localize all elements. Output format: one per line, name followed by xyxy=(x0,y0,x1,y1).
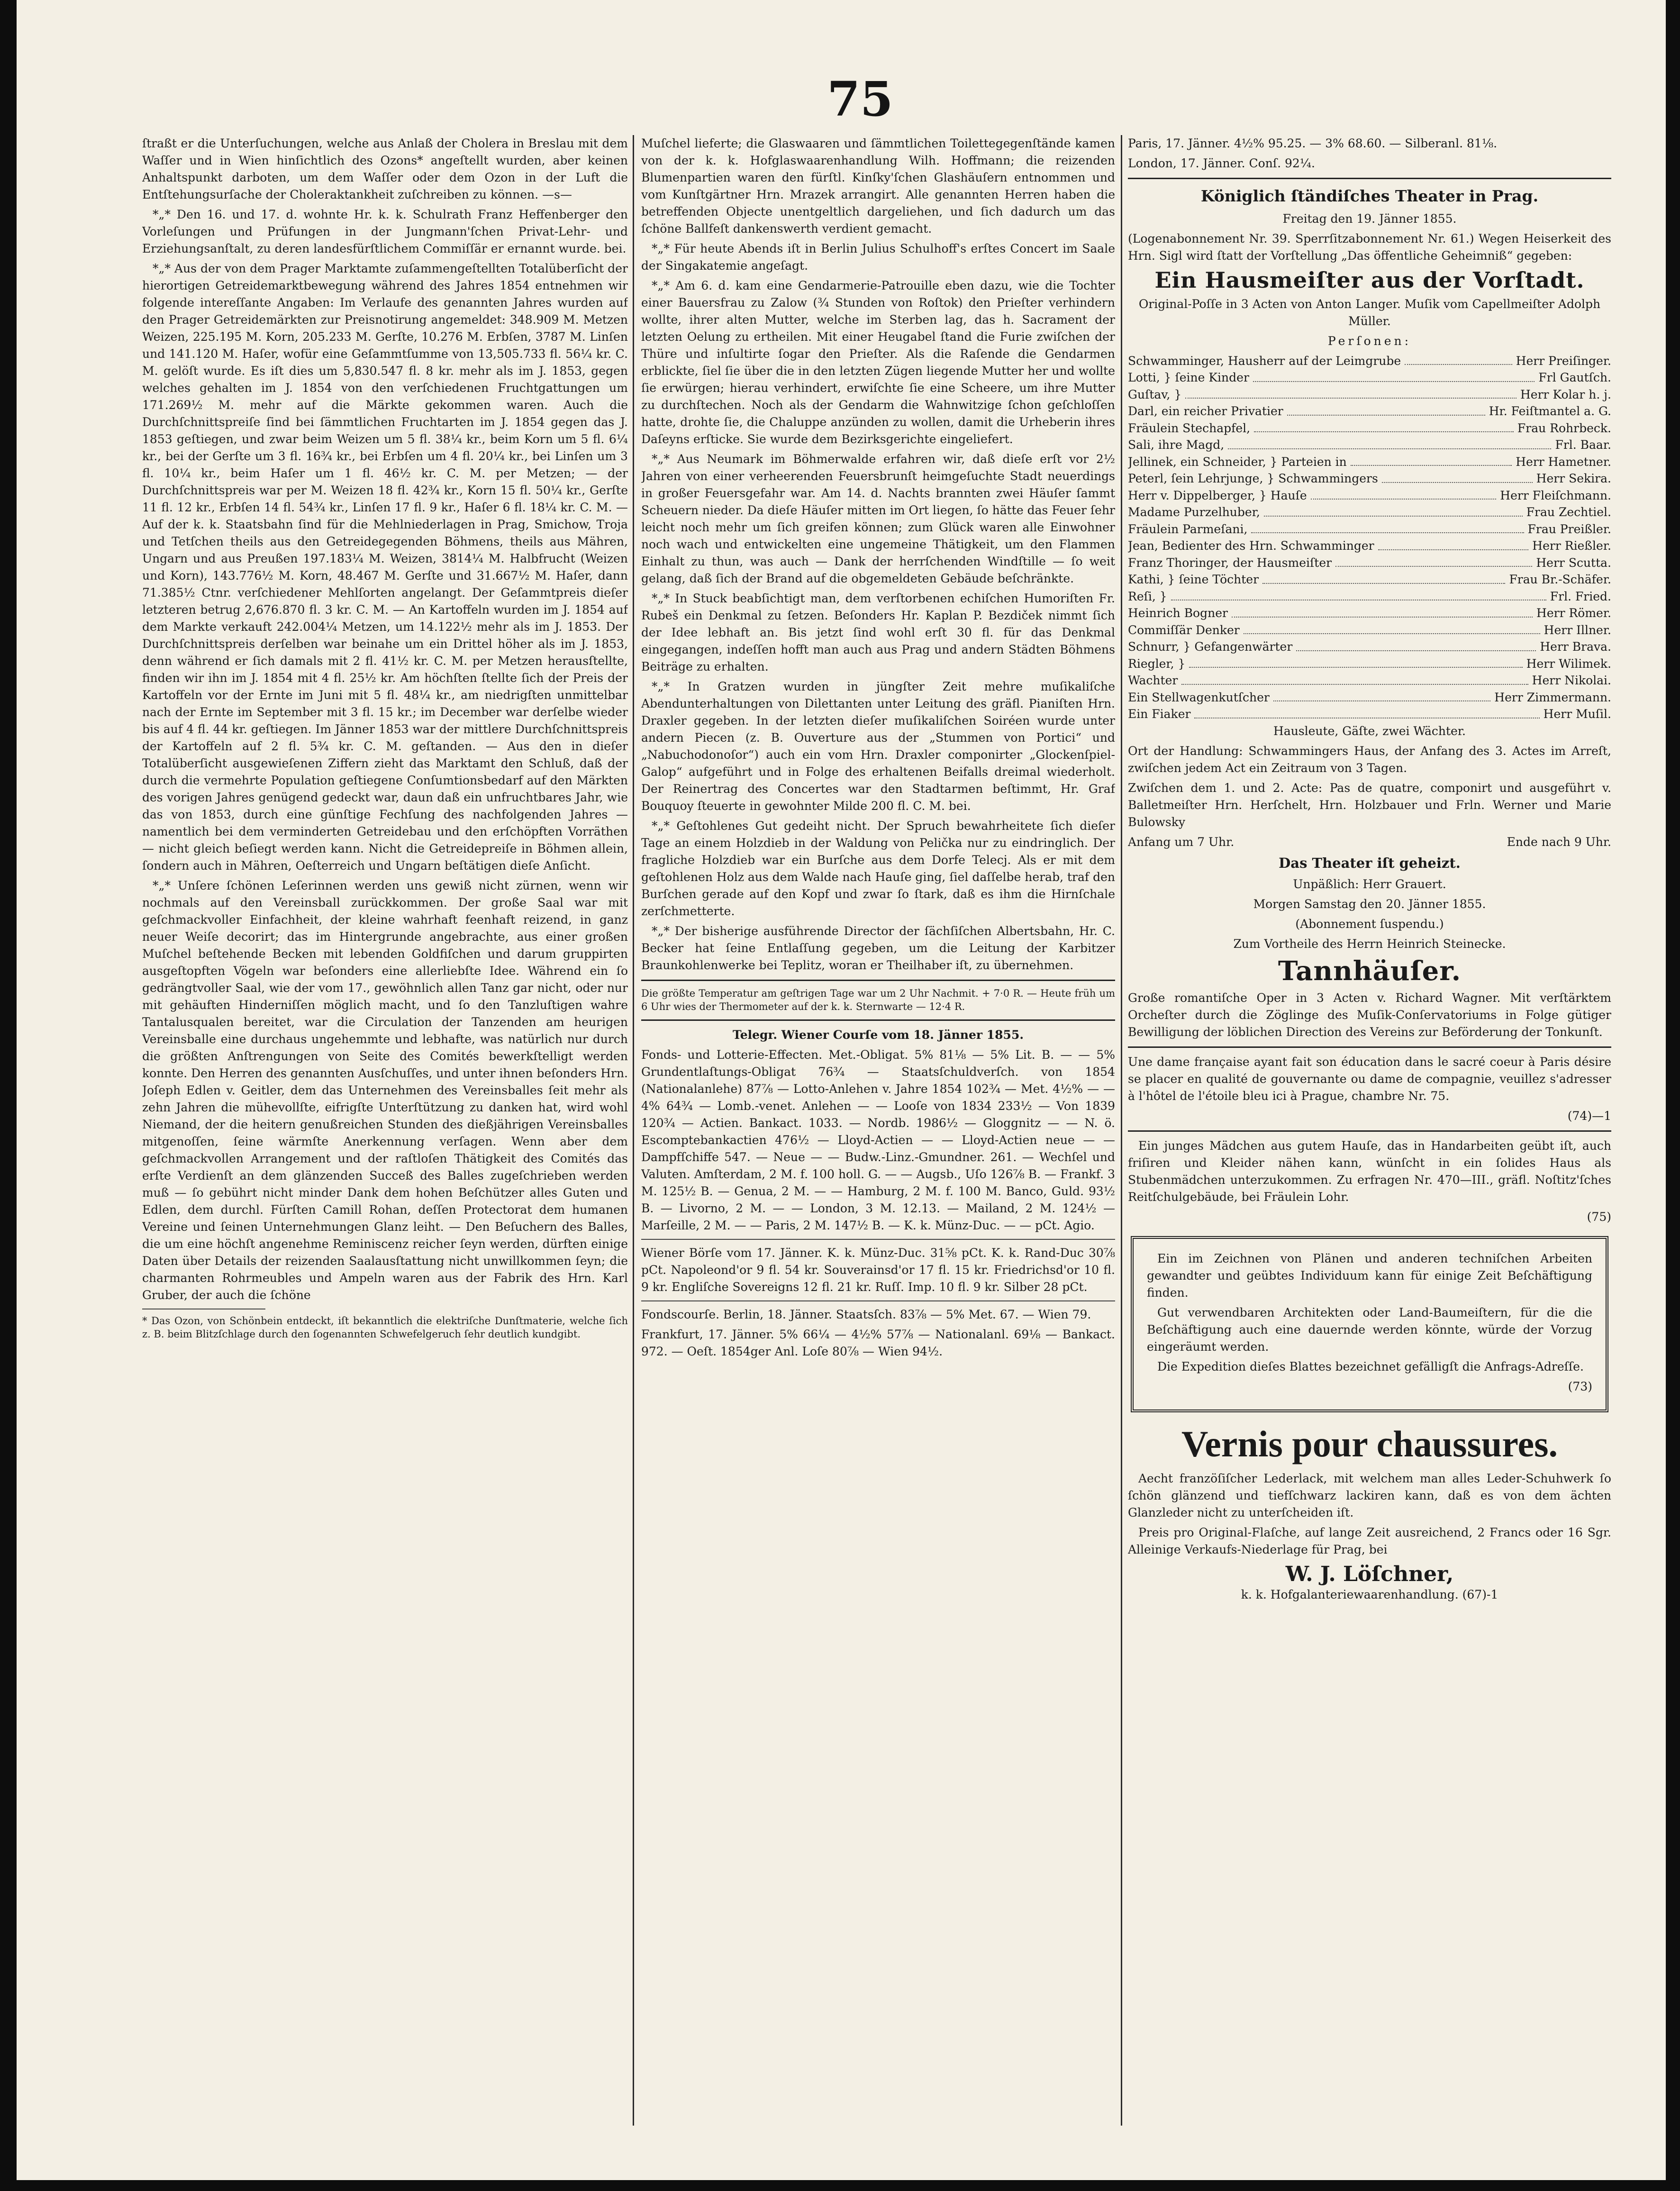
cast-leader-dots xyxy=(1273,689,1490,702)
cast-role: Kathi, } ſeine Töchter xyxy=(1128,573,1259,587)
vernis-price: Preis pro Original-Flaſche, auf lange Zeit ausreichend, 2 Francs oder 16 Sgr. Alleinige Verkaufs-Niederlage für Prag, bei xyxy=(1128,1526,1611,1557)
cast-row xyxy=(1128,638,1611,655)
cast-row xyxy=(1128,470,1611,487)
cast-role: Jellinek, ein Schneider, } Parteien in xyxy=(1128,455,1347,469)
cast-row xyxy=(1128,622,1611,639)
cast-role: Darl, ein reicher Privatier xyxy=(1128,404,1283,418)
cast-row xyxy=(1128,487,1611,504)
article-schulrath: *„* Den 16. und 17. d. wohnte Hr. k. k. Schulrath Franz Heffenberger den Vorleſungen und Prüfungen in der Jungmann'ſchen Privat-Lehr- und Erziehungsanſtalt, zu deren landesfürſtlichem Commiſſär er ernannt wurde. bei. xyxy=(142,208,628,255)
cast-actor: Herr Kolar h. j. xyxy=(1520,387,1611,401)
cast-role: Wachter xyxy=(1128,673,1178,688)
frankfurt-courses: Frankfurt, 17. Jänner. 5% 66¼ — 4½% 57⅞ — Nationalanl. 69⅛ — Bankact. 972. — Oeſt. 1854ger Anl. Loſe 80⅞ — Wien 94½. xyxy=(641,1327,1115,1358)
cast-actor: Frau Rohrbeck. xyxy=(1517,421,1611,435)
cast-row xyxy=(1128,353,1611,370)
cast-role: Schwamminger, Hausherr auf der Leimgrube xyxy=(1128,354,1401,368)
cast-row xyxy=(1128,420,1611,437)
next-date: Morgen Samstag den 20. Jänner 1855. xyxy=(1253,897,1486,911)
cast-actor: Herr Wilimek. xyxy=(1526,656,1611,671)
opera-title: Tannhäuſer. xyxy=(1278,955,1462,987)
cast-leader-dots xyxy=(1405,353,1512,365)
cast-leader-dots xyxy=(1378,537,1529,550)
play-subtitle: Original-Poſſe in 3 Acten von Anton Langer. Muſik vom Capellmeiſter Adolph Müller. xyxy=(1138,297,1601,328)
cast-actor: Herr Brava. xyxy=(1540,640,1611,654)
cast-role: Reſi, } xyxy=(1128,589,1167,603)
start-time: Anfang um 7 Uhr. xyxy=(1128,835,1235,849)
cast-role: Madame Purzelhuber, xyxy=(1128,505,1260,519)
cast-role: Peterl, ſein Lehrjunge, } Schwammingers xyxy=(1128,472,1378,486)
cast-actor: Frau Preißler. xyxy=(1527,522,1611,536)
cast-actor: Herr Nikolai. xyxy=(1532,673,1611,688)
section-rule xyxy=(641,1300,1115,1301)
column-2 xyxy=(641,135,1115,2135)
cast-leader-dots xyxy=(1244,622,1540,635)
cast-leader-dots xyxy=(1264,504,1523,517)
berlin-courses: Fondscourſe. Berlin, 18. Jänner. Staatsſch. 83⅞ — 5% Met. 67. — Wien 79. xyxy=(641,1307,1091,1321)
theatre-heated: Das Theater iſt geheizt. xyxy=(1279,855,1461,871)
cast-leader-dots xyxy=(1287,403,1485,416)
vienna-exchange-title: Telegr. Wiener Courſe vom 18. Jänner 1855. xyxy=(732,1027,1024,1042)
interlude-dance: Zwiſchen dem 1. und 2. Acte: Pas de quatre, componirt und ausgeführt v. Balletmeiſter Hrn. Herſchelt, Hrn. Holzbauer und Frln. Werner und Marie Bulowsky xyxy=(1128,781,1611,829)
cast-row xyxy=(1128,605,1611,622)
end-time: Ende nach 9 Uhr. xyxy=(1507,835,1611,849)
section-rule xyxy=(641,1239,1115,1240)
cast-role: Herr v. Dippelberger, } Hauſe xyxy=(1128,488,1307,502)
cast-actor: Herr Fleiſchmann. xyxy=(1500,488,1611,502)
cast-row xyxy=(1128,655,1611,673)
article-gratzen: *„* In Gratzen wurden in jüngſter Zeit mehre muſikaliſche Abendunterhaltungen von Dilettanten unter Leitung des gräfl. Pianiſten Hrn. Draxler gegeben. In der letzten dieſer muſikaliſchen Soiréen wurde unter andern Piecen (z. B. Ouverture aus der „Stummen von Portici“ und „Nabuchodonoſor“) auch ein vom Hrn. Draxler componirter „Glockenſpiel-Galop“ aufgeführt und in Folge des erhaltenen Beifalls dreimal wiederholt. Der Reinertrag des Concertes war den Stadtarmen beſtimmt, Hr. Graf Bouquoy ſteuerte in gewohnter Milde 200 fl. C. M. bei. xyxy=(641,680,1115,813)
cast-row xyxy=(1128,504,1611,521)
cast-row xyxy=(1128,403,1611,420)
cast-leader-dots xyxy=(1253,369,1535,382)
cast-list xyxy=(1128,353,1611,723)
cast-role: Commiſſär Denker xyxy=(1128,623,1240,637)
vienna-borse-text: Wiener Börſe vom 17. Jänner. K. k. Münz-Duc. 31⅝ pCt. K. k. Rand-Duc 30⅞ pCt. Napoleond'or 9 fl. 54 kr. Souverainsd'or 17 fl. 15 kr. Friedrichsd'or 10 fl. 9 kr. Engliſche Sovereigns 12 fl. 21 kr. Ruſſ. Imp. 10 fl. 9 kr. Silber 28 pCt. xyxy=(641,1246,1115,1294)
london-courses: London, 17. Jänner. Conſ. 92¼. xyxy=(1128,156,1315,170)
cast-row xyxy=(1128,436,1611,454)
next-benefit: Zum Vortheile des Herrn Heinrich Steinecke. xyxy=(1233,937,1506,951)
cast-row xyxy=(1128,571,1611,588)
theatre-info: (Logenabonnement Nr. 39. Sperrſitzabonnement Nr. 61.) Wegen Heiserkeit des Hrn. Sigl wird ſtatt der Vorſtellung „Das öffentliche Geheimniß“ gegeben: xyxy=(1128,231,1611,263)
cast-actor: Herr Zimmermann. xyxy=(1494,690,1611,704)
ad-box-technician xyxy=(1131,1236,1608,1412)
cast-actor: Frau Br.-Schäfer. xyxy=(1509,573,1611,587)
cast-role: Fräulein Parmeſani, xyxy=(1128,522,1248,536)
theatre-title: Königlich ſtändiſches Theater in Prag. xyxy=(1200,187,1539,205)
footnote-ozon: * Das Ozon, von Schönbein entdeckt, iſt bekanntlich die elektriſche Dunſtmaterie, welche ſich z. B. beim Blitzſchlage durch den ſogenannten Schwefelgeruch ſehr deutlich kundgibt. xyxy=(142,1315,628,1340)
column-3 xyxy=(1128,135,1611,2135)
article-vereinsball: *„* Unſere ſchönen Leſerinnen werden uns gewiß nicht zürnen, wenn wir nochmals auf den Vereinsball zurückkommen. Der große Saal war mit geſchmackvoller Einfachheit, der kleine wahrhaft feenhaft reizend, in ganz neuer Weiſe decorirt; das im Hintergrunde angebrachte, aus einer großen Muſchel beſtehende Becken mit lebenden Goldfiſchen und darum gruppirten ausgeſtopften Vögeln war beſonders eine allerliebſte Idee. Während ein ſo gedrängtvoller Saal, wie der vom 17., gewöhnlich allen Tanz gar nicht, oder nur mit gehäuften Hinderniſſen möglich macht, und ſo den Tanzluſtigen wahre Tantalusqualen bereitet, war die Circulation der Tanzenden am heurigen Vereinsballe eine durchaus ungehemmte und lebhafte, was natürlich nur durch die größten Anſtrengungen von Seite des Comités bewerkſtelligt werden konnte. Den Herren des genannten Ausſchuſſes, und unter ihnen beſonders Hrn. Joſeph Edlen v. Geitler, dem das Unternehmen des Vereinsballes ſeit mehr als zehn Jahren die mühevollſte, eifrigſte Unterſtützung zu danken hat, wird wohl Niemand, der die heitern genußreichen Stunden des dießjährigen Vereinsballes mitgenoſſen, ſeine wärmſte Anerkennung verſagen. Wenn aber dem geſchmackvollen Arrangement und der raſtloſen Thätigkeit des Comités das erſte Verdienſt an dem glänzenden Succeß des Balles zugeſchrieben werden muß — ſo gebührt nicht minder Dank dem hohen Beſchützer alles Guten und Edlen, dem durchl. Fürſten Camill Rohan, deſſen Protectorat dem humanen Vereine und ſeinen Unternehmungen Glanz leiht. — Den Beſuchern des Balles, die um eine höchſt angenehme Reminiscenz reicher ſeyn werden, dürften einige Daten über Details der reizenden Saalausſtattung nicht unwillkommen ſeyn; die charmanten Rohrmeubles und Ampeln waren aus der Fabrik des Hrn. Karl Gruber, der auch die ſchöne xyxy=(142,879,628,1302)
cast-role: Franz Thoringer, der Hausmeiſter xyxy=(1128,555,1332,570)
cast-role: Guſtav, } xyxy=(1128,387,1182,401)
vernis-title: Vernis pour chaussures. xyxy=(1181,1423,1558,1465)
article-albertsbahn: *„* Der bisherige ausführende Director der ſächſiſchen Albertsbahn, Hr. C. Becker hat ſeine Entlaſſung gegeben, um die Leitung der Karbitzer Braunkohlenwerke bei Teplitz, woran er Theilhaber iſt, zu übernehmen. xyxy=(641,924,1115,972)
article-cholera: ſtraßt er die Unterſuchungen, welche aus Anlaß der Cholera in Breslau mit dem Waſſer und in Wien hinſichtlich des Ozons* angeſtellt wurden, aber keinen Anhaltspunkt darboten, um dem Waſſer oder dem Ozon in der Luft die Entſtehungsurſache der Choleraktankheit zuſchreiben zu können. —s— xyxy=(142,136,628,201)
time-row xyxy=(1128,834,1611,854)
theatre-ill: Unpäßlich: Herr Grauert. xyxy=(1293,877,1446,891)
section-rule xyxy=(1128,1046,1611,1048)
cast-row xyxy=(1128,689,1611,706)
play-title: Ein Hausmeiſter aus der Vorſtadt. xyxy=(1154,267,1585,293)
cast-row xyxy=(1128,588,1611,605)
paris-courses: Paris, 17. Jänner. 4½% 95.25. — 3% 68.60. — Silberanl. 81⅛. xyxy=(1128,136,1498,150)
cast-actor: Frl Gautſch. xyxy=(1538,371,1611,385)
section-rule xyxy=(1128,1130,1611,1132)
place-of-action: Ort der Handlung: Schwammingers Haus, der Anfang des 3. Actes im Arreſt, zwiſchen jedem Act ein Zeitraum von 3 Tagen. xyxy=(1128,744,1611,775)
cast-actor: Herr Muſil. xyxy=(1543,707,1611,721)
section-rule xyxy=(641,980,1115,981)
cast-row xyxy=(1128,369,1611,386)
weather-report: Die größte Temperatur am geſtrigen Tage war um 2 Uhr Nachmit. + 7·0 R. — Heute früh um 6 Uhr wies der Thermometer auf der k. k. Sternwarte — 12·4 R. xyxy=(641,988,1115,1013)
box-paragraph-1: Ein im Zeichnen von Plänen und anderen techniſchen Arbeiten gewandter und geübtes Individuum kann für einige Zeit Beſchäftigung finden. xyxy=(1147,1252,1592,1300)
cast-extra: Hausleute, Gäſte, zwei Wächter. xyxy=(1273,724,1466,738)
cast-row xyxy=(1128,386,1611,403)
cast-leader-dots xyxy=(1335,555,1532,567)
cast-row xyxy=(1128,537,1611,555)
page-number: 75 xyxy=(827,71,893,127)
cast-leader-dots xyxy=(1189,655,1522,668)
cast-row xyxy=(1128,706,1611,723)
theatre-date: Freitag den 19. Jänner 1855. xyxy=(1282,211,1457,226)
cast-actor: Herr Preiſinger. xyxy=(1516,354,1611,368)
vernis-text: Aecht franzöſiſcher Lederlack, mit welchem man alles Leder-Schuhwerk ſo ſchön glänzend und tiefſchwarz lackiren kann, daß es von dem ächten Glanzleder nicht zu unterſcheiden iſt. xyxy=(1128,1472,1611,1520)
cast-role: Lotti, } ſeine Kinder xyxy=(1128,371,1249,385)
cast-row xyxy=(1128,555,1611,572)
article-holzdieb: *„* Geſtohlenes Gut gedeiht nicht. Der Spruch bewahrheitete ſich dieſer Tage an einem Holzdieb in der Waldung von Pelička nur zu eindringlich. Der fragliche Holzdieb war ein Burſche aus dem Dorfe Telecj. Als er mit dem geſtohlenen Holz aus dem Walde nach Hauſe ging, ſiel daſſelbe herab, traf den Burſchen gerade auf den Kopf und zwar ſo ſtark, daß es ihm die Hirnſchale zerſchmetterte. xyxy=(641,819,1115,918)
vernis-seller: W. J. Löſchner, xyxy=(1285,1562,1454,1587)
article-muschel: Muſchel lieferte; die Glaswaaren und ſämmtlichen Toilettegegenſtände kamen von der k. k. Hofglaswaarenhandlung Wilh. Hoffmann; die reizenden Blumenpartien waren den fürſtl. Kinſky'ſchen Glashäuſern entnommen und vom Kunſtgärtner Hrn. Mrazek arrangirt. Alle genannten Herren haben die betreffenden Objecte unentgeltlich dargeliehen, und ſich dadurch um das ſchöne Ballfeſt dankenswerth verdient gemacht. xyxy=(641,136,1115,236)
cast-actor: Hr. Feiſtmantel a. G. xyxy=(1489,404,1611,418)
cast-actor: Herr Rießler. xyxy=(1532,539,1611,553)
cast-leader-dots xyxy=(1232,605,1533,618)
cast-role: Ein Fiaker xyxy=(1128,707,1191,721)
cast-leader-dots xyxy=(1382,470,1533,483)
cast-role: Fräulein Stechapfel, xyxy=(1128,421,1251,435)
cast-leader-dots xyxy=(1296,638,1536,651)
newspaper-page xyxy=(17,0,1666,2180)
column-1 xyxy=(142,135,628,2135)
ad-maid: Ein junges Mädchen aus gutem Hauſe, das in Handarbeiten geübt iſt, auch friſiren und Kleider nähen kann, wünſcht in ein ſolides Haus als Stubenmädchen unterzukommen. Zu erfragen Nr. 470—III., gräfl. Noſtitz'ſches Reitſchulgebäude, bei Fräulein Lohr. xyxy=(1128,1139,1611,1204)
article-schulhoff: *„* Für heute Abends iſt in Berlin Julius Schulhoff's erſtes Concert im Saale der Singakatemie angeſagt. xyxy=(641,242,1115,273)
ad-french-number: (74)—1 xyxy=(1567,1109,1611,1123)
next-abo: (Abonnement ſuspendu.) xyxy=(1295,917,1444,931)
cast-leader-dots xyxy=(1185,386,1517,399)
cast-row xyxy=(1128,672,1611,689)
cast-leader-dots xyxy=(1311,487,1497,500)
column-rule-1 xyxy=(633,135,634,2126)
cast-leader-dots xyxy=(1228,436,1551,449)
cast-actor: Frau Zechtiel. xyxy=(1526,505,1611,519)
section-rule xyxy=(1128,178,1611,179)
cast-role: Ein Stellwagenkutſcher xyxy=(1128,690,1270,704)
cast-leader-dots xyxy=(1351,454,1512,466)
article-getreidemarkt: *„* Aus der von dem Prager Marktamte zuſammengeſtellten Totalüberſicht der hierortigen Getreidemarktbewegung während des Jahres 1854 entnehmen wir folgende intereſſante Angaben: Im Verlaufe des genannten Jahres wurden auf den Prager Getreidemärkten zur Preisnotirung angemeldet: 348.909 M. Metzen Weizen, 225.195 M. Korn, 205.233 M. Gerſte, 10.276 M. Erbſen, 3787 M. Linſen und 141.120 M. Haſer, wofür eine Geſammtſumme von 13,505.733 fl. 56¼ kr. C. M. gelöſt wurde. Es iſt dies um 5,830.547 fl. 8 kr. mehr als im J. 1853, gegen welches gehalten im J. 1854 von den verſchiedenen Fruchtgattungen um 171.269½ M. mehr auf die Märkte gekommen waren. Auch die Durchſchnittspreiſe ſind bei ſämmtlichen Fruchtarten im J. 1854 gegen das J. 1853 geſtiegen, und zwar beim Weizen um 5 fl. 38¼ kr., beim Korn um 5 fl. 6¼ kr., bei der Gerſte um 3 fl. 16¾ kr., bei Erbſen um 4 fl. 20¼ kr., bei Linſen um 3 fl. 10¼ kr., beim Haſer um 1 fl. 46½ kr. C. M. per Metzen; — der Durchſchnittspreis war per M. Weizen 18 fl. 42¾ kr., Korn 15 fl. 50¼ kr., Gerſte 11 fl. 12 kr., Erbſen 14 fl. 54¾ kr., Linſen 17 fl. 9 kr., Haſer 6 fl. 18¼ kr. C. M. — Auf der k. k. Staatsbahn ſind für die Mehlniederlagen in Prag, Smichow, Troja und Tetſchen theils aus den Getreidegegenden Böhmens, theils aus Mähren, Ungarn und aus Preußen 197.183¼ M. Weizen, 3814¼ M. Halbfrucht (Weizen und Korn), 143.776½ M. Korn, 48.467 M. Gerſte und 31.667½ M. Haſer, dann 71.385½ Ctnr. verſchiedener Mehlſorten angelangt. Der Geſammtpreis dieſer letzteren betrug 2,676.870 fl. 3 kr. C. M. — An Kartoffeln wurden im J. 1854 auf dem Markte verkauft 242.004¼ Metzen, um 14.122½ mehr als im J. 1853. Der Durchſchnittspreis derſelben war beinahe um ein Drittel höher als im J. 1853, denn während er ſich damals mit 2 fl. 41½ kr. C. M. per Metzen herausſtellte, finden wir ihn im J. 1854 mit 4 fl. 25½ kr. Am höchſten ſtellte ſich der Preis der Kartoffeln vor der Ernte im Juni mit 5 fl. 48¼ kr., am niedrigſten unmittelbar nach der Ernte im September mit 3 fl. 15 kr.; im December war derſelbe wieder bis auf 4 fl. 44 kr. geſtiegen. Im Jänner 1853 war der mittlere Durchſchnittspreis der Kartoffeln auf 2 fl. 5¾ kr. C. M. geſtanden. — Aus den in dieſer Totalüberſicht ausgewieſenen Ziffern zieht das Marktamt den Schluß, daß der durch die vermehrte Population geſtiegene Conſumtionsbedarf auf den Märkten des vorigen Jahres genügend gedeckt war, daun daß ein unfruchtbares Jahr, wie das von 1853, durch eine günſtige Fechſung des nachfolgenden Jahres — namentlich bei dem verminderten Getreidebau und den erſchöpften Vorräthen — nicht gleich beſiegt werden kann. Nicht die Getreidepreiſe in Böhmen allein, ſondern auch in Mähren, Oeſterreich und Ungarn beſtätigen dieſe Anſicht. xyxy=(142,262,628,873)
cast-actor: Frl. Baar. xyxy=(1555,438,1611,452)
cast-leader-dots xyxy=(1171,588,1546,601)
cast-row xyxy=(1128,521,1611,538)
article-gendarmerie: *„* Am 6. d. kam eine Gendarmerie-Patrouille eben dazu, wie die Tochter einer Bauersfrau zu Zalow (¾ Stunden von Roſtok) den Prieſter verhindern wollte, ihrer alten Mutter, welche im Sterben lag, das h. Sacrament der letzten Oelung zu ertheilen. Mit einer Heugabel ſtand die Furie zwiſchen der Thüre und inſultirte ſogar den Prieſter. Als die Raſende die Gendarmen erblickte, ſiel ſie über die in den letzten Zügen liegende Mutter her und wollte ſie erwürgen; hierau verhindert, erwiſchte ſie eine Scheere, um ihre Mutter zu durchſtechen. Noch als der Gendarm die Wahnwitzige ſchon geſchloſſen hatte, drohte ſie, die Chaluppe anzünden zu wollen, damit die Urheberin ihres Daſeyns erſticke. Sie wurde dem Bezirksgerichte eingeliefert. xyxy=(641,279,1115,446)
vienna-exchange-text: Fonds- und Lotterie-Effecten. Met.-Obligat. 5% 81⅛ — 5% Lit. B. — — 5% Grundentlaſtungs-Obligat 76¾ — Staatsſchuldverſch. von 1854 (Nationalanlehe) 87⅞ — Lotto-Anlehen v. Jahre 1854 102¾ — Met. 4½% — — 4% 64¾ — Lomb.-venet. Anlehen — — Looſe von 1834 233½ — Von 1839 120¾ — Actien. Bankact. 1033. — Nordb. 1986½ — Gloggnitz — — N. ö. Escomptebankactien 476½ — Lloyd-Actien — — Lloyd-Actien neue — — Dampfſchiffe 547. — Neue — — Budw.-Linz.-Gmundner. 261. — Wechſel und Valuten. Amſterdam, 2 M. f. 100 holl. G. — — Augsb., Uſo 126⅞ B. — Frankf. 3 M. 125½ B. — Genua, 2 M. — — Hamburg, 2 M. f. 100 M. Banco, Guld. 93½ B. — Livorno, 2 M. — — London, 3 M. 12.13. — Mailand, 2 M. 124½ — Marſeille, 2 M. — — Paris, 2 M. 147½ B. — K. k. Münz-Duc. — — pCt. Agio. xyxy=(641,1047,1115,1232)
cast-actor: Herr Römer. xyxy=(1536,606,1611,620)
cast-actor: Frl. Fried. xyxy=(1550,589,1611,603)
cast-role: Schnurr, } Gefangenwärter xyxy=(1128,640,1293,654)
cast-row xyxy=(1128,454,1611,471)
cast-role: Riegler, } xyxy=(1128,656,1186,671)
cast-actor: Herr Sekira. xyxy=(1536,472,1611,486)
box-paragraph-3: Die Expedition dieſes Blattes bezeichnet gefälligſt die Anfrags-Adreſſe. xyxy=(1157,1360,1584,1374)
cast-leader-dots xyxy=(1194,706,1539,718)
box-number: (73) xyxy=(1568,1380,1592,1394)
cast-actor: Herr Scutta. xyxy=(1536,555,1611,570)
cast-leader-dots xyxy=(1262,571,1505,584)
article-neumark: *„* Aus Neumark im Böhmerwalde erfahren wir, daß dieſe erſt vor 2½ Jahren von einer verheerenden Feuersbrunſt heimgeſuchte Stadt neuerdings in großer Feuersgefahr war. Am 14. d. Nachts brannten zwei Häuſer ſammt Scheuern nieder. Da dieſe Häuſer mitten im Ort liegen, ſo hätte das Feuer ſehr leicht noch mehr um ſich greifen können; zum Glück waren alle Einwohner noch wach und entwickelten eine ungemeine Thätigkeit, um den Flammen Einhalt zu thun, was auch — Dank der herrſchenden Windſtille — ſo weit gelang, daß ſich der Brand auf die obgemeldeten Gebäude beſchränkte. xyxy=(641,452,1115,585)
cast-leader-dots xyxy=(1181,672,1528,685)
cast-leader-dots xyxy=(1254,420,1514,433)
ad-maid-number: (75) xyxy=(1587,1210,1611,1224)
cast-role: Jean, Bedienter des Hrn. Schwamminger xyxy=(1128,539,1374,553)
article-rubes: *„* In Stuck beabſichtigt man, dem verſtorbenen echiſchen Humoriſten Fr. Rubeš ein Denkmal zu ſetzen. Beſonders Hr. Kaplan P. Bezdiček nimmt ſich der Idee lebhaft an. Bis jetzt ſind wohl erſt 30 fl. für das Denkmal eingegangen, indeſſen hofft man auch aus Prag und andern Städten Böhmens Beiträge zu erhalten. xyxy=(641,591,1115,673)
ad-french-governess: Une dame française ayant fait son éducation dans le sacré coeur à Paris désire se placer en qualité de gouvernante ou dame de compagnie, veuillez s'adresser à l'hôtel de l'étoile bleu ici à Prague, chambre Nr. 75. xyxy=(1128,1055,1611,1103)
cast-leader-dots xyxy=(1251,521,1524,534)
persons-label: Perſonen: xyxy=(1327,334,1412,348)
box-paragraph-2: Gut verwendbaren Architekten oder Land-Baumeiſtern, für die die Beſchäftigung auch eine dauernde werden könnte, würde der Vorzug eingeräumt werden. xyxy=(1147,1306,1592,1354)
vernis-firm: k. k. Hofgalanteriewaarenhandlung. (67)-1 xyxy=(1241,1588,1498,1602)
cast-actor: Herr Hametner. xyxy=(1516,455,1611,469)
column-rule-2 xyxy=(1121,135,1122,2126)
cast-role: Heinrich Bogner xyxy=(1128,606,1228,620)
section-rule xyxy=(641,1019,1115,1021)
cast-actor: Herr Illner. xyxy=(1544,623,1611,637)
cast-role: Sali, ihre Magd, xyxy=(1128,438,1225,452)
opera-text: Große romantiſche Oper in 3 Acten v. Richard Wagner. Mit verſtärktem Orcheſter durch die Zöglinge des Muſik-Conſervatoriums in Folge gütiger Bewilligung der löblichen Direction des Vereins zur Beförderung der Tonkunſt. xyxy=(1128,991,1611,1039)
